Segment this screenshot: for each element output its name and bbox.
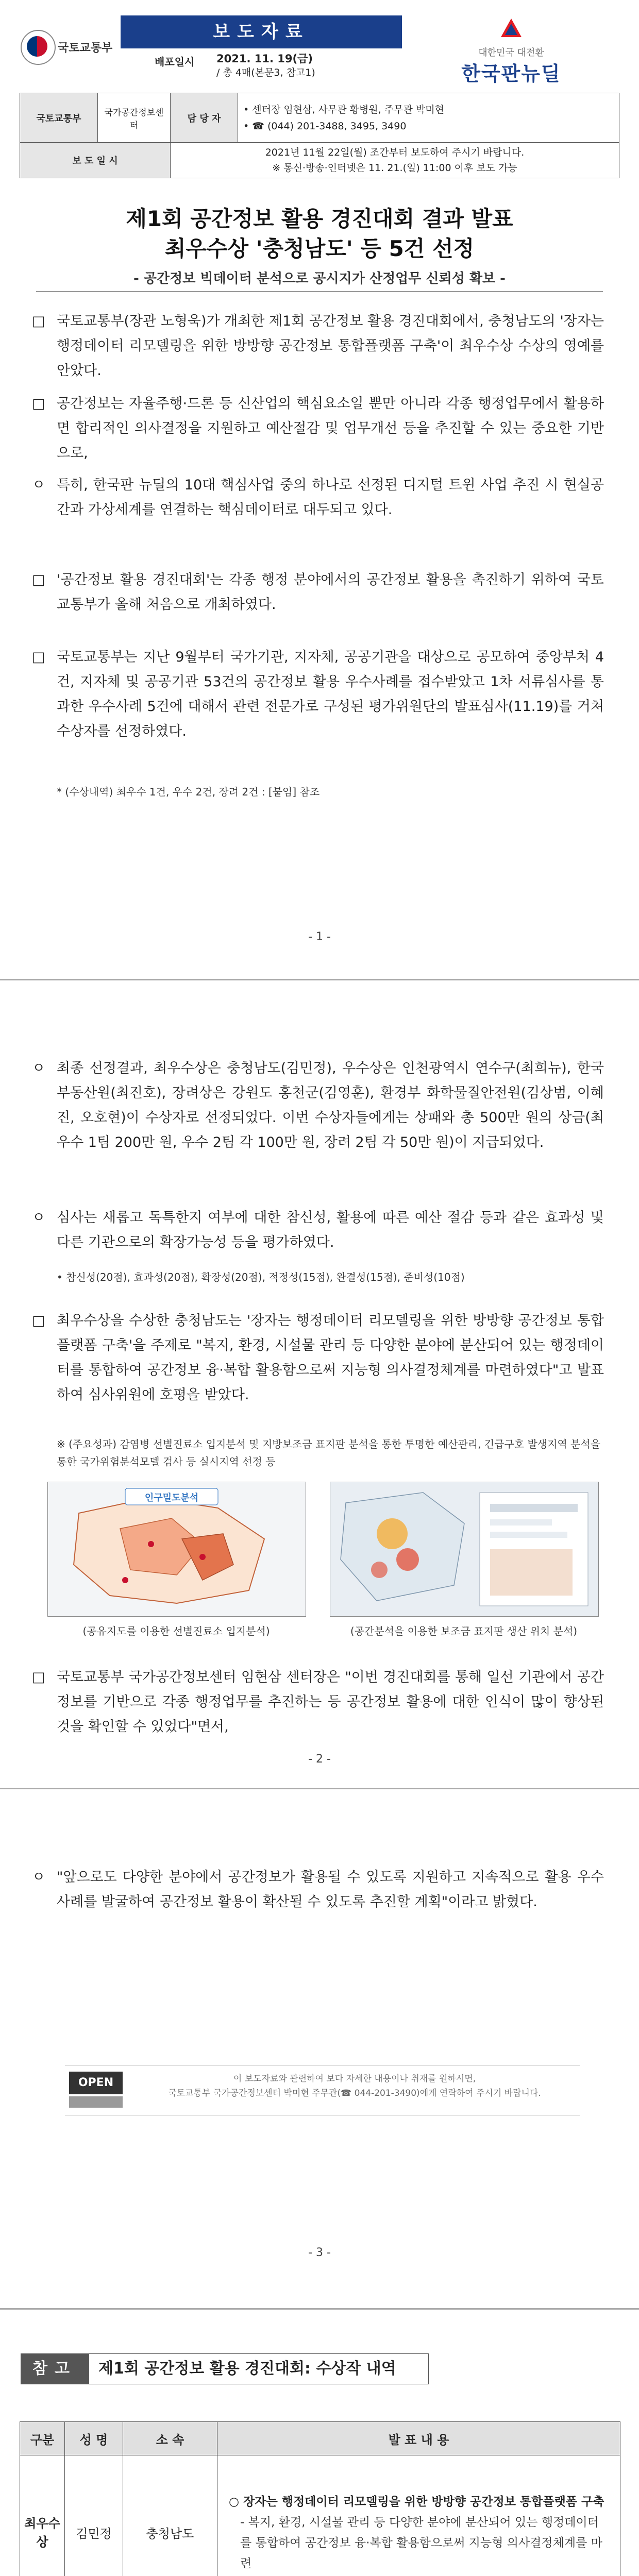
release-date: 2021. 11. 19(금) bbox=[216, 53, 313, 65]
contact-table bbox=[20, 93, 619, 178]
ministry-name: 국토교통부 bbox=[58, 42, 113, 55]
new-deal-logo bbox=[449, 16, 573, 83]
p1-paragraph-2: □ 공간정보는 자율주행·드론 등 신산업의 핵심요소일 뿐만 아니라 각종 행정업무에서 활용하면 합리적인 의사결정을 지원하고 예산절감 및 업무개선 등을 추진할 수 있는 중요한 기반으로, bbox=[32, 396, 604, 461]
table-row bbox=[20, 2455, 620, 2576]
p1-paragraph-4: □ '공간정보 활용 경진대회'는 각종 행정 분야에서의 공간정보 활용을 촉진하기 위하여 국토교통부가 올해 처음으로 개최하였다. bbox=[32, 572, 604, 613]
map-image-label: 인구밀도분석 bbox=[144, 1493, 199, 1503]
p1-paragraph-5: □ 국토교통부는 지난 9월부터 국가기관, 지자체, 공공기관을 대상으로 공모하여 중앙부처 4건, 지자체 및 공공기관 53건의 공간정보 활용 우수사례를 접수받았고 1차 서류심사를 통과한 우수사례 5건에 대해서 관련 전문가로 구성된 평가위원단의 발표심사(11.19)를 거쳐 수상자를 선정하였다. bbox=[32, 649, 604, 739]
contact-footer bbox=[65, 2065, 580, 2115]
license-mark-icon bbox=[69, 2096, 123, 2108]
release-label: 배포일시 bbox=[155, 56, 195, 68]
p2-paragraph-1: ㅇ 최종 선정결과, 최우수상은 충청남도(김민정), 우수상은 인천광역시 연수구(최희뉴), 한국부동산원(최진호), 장려상은 강원도 홍천군(김영훈), 환경부 화학물질안전원(김상범, 이혜진, 오호현)이 수상자로 선정되었다. 이번 수상자들에게는 상패와 총 500만 원의 상금(최우수 1팀 200만 원, 우수 2팀 각 100만 원, 장려 2팀 각 50만 원)이 지급되었다. bbox=[32, 1060, 604, 1150]
open-license-badge: OPEN bbox=[69, 2072, 123, 2094]
page-divider-3 bbox=[0, 2308, 639, 2310]
contact-label: 담 당 자 bbox=[171, 93, 238, 143]
award-detail: ○ 장자는 행정데이터 리모델링을 위한 방방향 공간정보 통합플랫폼 구축 - 복지, 환경, 시설물 관리 등 다양한 분야에 분산되어 있는 행정데이터를 통합하여 공간정보 융·복합 활용함으로써 지능형 의사결정체계를 마련 bbox=[217, 2455, 620, 2576]
new-deal-tagline: 대한민국 대전환 bbox=[478, 47, 544, 58]
headline-subtitle: - 공간정보 빅데이터 분석으로 공시지가 산정업무 신뢰성 확보 - bbox=[36, 268, 603, 292]
government-emblem-icon bbox=[21, 30, 56, 65]
embargo-line-2: ※ 통신·방송·인터넷은 11. 21.(일) 11:00 이후 보도 가능 bbox=[272, 162, 517, 174]
heatmap-icon bbox=[330, 1482, 598, 1616]
reference-tag: 참고 bbox=[21, 2353, 89, 2384]
page-divider-1 bbox=[0, 979, 639, 980]
contact-line-2: • ☎ (044) 201-3488, 3495, 3490 bbox=[243, 120, 407, 132]
p1-award-note: * (수상내역) 최우수 1건, 우수 2건, 장려 2건 : [붙임] 참조 bbox=[57, 786, 320, 798]
embargo-label: 보 도 일 시 bbox=[20, 143, 171, 178]
release-pages: / 총 4매(본문3, 참고1) bbox=[216, 67, 315, 78]
map-caption-1: (공유지도를 이용한 선별진료소 입지분석) bbox=[82, 1625, 270, 1637]
col-org: 소 속 bbox=[123, 2422, 217, 2455]
new-deal-symbol-icon bbox=[499, 16, 524, 41]
dept-cell bbox=[20, 93, 98, 143]
award-org: 충청남도 bbox=[123, 2455, 217, 2576]
contact-line-1: • 센터장 임현삼, 사무관 황병원, 주무관 박미현 bbox=[243, 104, 444, 115]
award-type: 최우수상 bbox=[20, 2455, 65, 2576]
map-image-screening bbox=[47, 1482, 306, 1617]
embargo-cell bbox=[171, 143, 619, 178]
awards-table bbox=[20, 2421, 620, 2576]
embargo-line-1: 2021년 11월 22일(월) 조간부터 보도하여 주시기 바랍니다. bbox=[265, 147, 525, 158]
page-divider-2 bbox=[0, 1788, 639, 1789]
p2-paragraph-4: □ 국토교통부 국가공간정보센터 임현삼 센터장은 "이번 경진대회를 통해 일선 기관에서 공간정보를 기반으로 각종 행정업무를 추진하는 등 공간정보 활용에 대한 인식이 많이 향상된 것을 확인할 수 있었다"면서, bbox=[32, 1669, 604, 1735]
map-image-subsidy bbox=[330, 1482, 599, 1617]
page-number-2: - 2 - bbox=[308, 1753, 331, 1766]
reference-title: 제1회 공간정보 활용 경진대회: 수상작 내역 bbox=[89, 2353, 429, 2384]
dept-name: 국가공간정보센터 bbox=[98, 93, 171, 143]
new-deal-name: 한국판뉴딜 bbox=[461, 62, 561, 85]
footer-line-2: 국토교통부 국가공간정보센터 박미현 주무관(☎ 044-201-3490)에게 연락하여 주시기 바랍니다. bbox=[168, 2088, 541, 2098]
col-name: 성 명 bbox=[65, 2422, 123, 2455]
page-number-1: - 1 - bbox=[308, 930, 331, 943]
col-type: 구분 bbox=[20, 2422, 65, 2455]
p2-result-note: ※ (주요성과) 감염병 선별진료소 입지분석 및 지방보조금 표지판 분석을 통한 투명한 예산관리, 긴급구호 발생지역 분석을 통한 국가위험분석모델 검사 등 실시지역 선정 등 bbox=[57, 1438, 601, 1468]
dept-label: 국토교통부 bbox=[36, 113, 81, 124]
col-content: 발 표 내 용 bbox=[217, 2422, 620, 2455]
headline-title-1: 제1회 공간정보 활용 경진대회 결과 발표 bbox=[126, 206, 513, 231]
p1-paragraph-3: ㅇ 특히, 한국판 뉴딜의 10대 핵심사업 중의 하나로 선정된 디지털 트윈 사업 추진 시 현실공간과 가상세계를 연결하는 핵심데이터로 대두되고 있다. bbox=[32, 477, 604, 518]
footer-text bbox=[133, 2072, 576, 2100]
p3-paragraph-1: ㅇ "앞으로도 다양한 분야에서 공간정보가 활용될 수 있도록 지원하고 지속적으로 활용 우수사례를 발굴하여 공간정보 활용이 확산될 수 있도록 추진할 계획"이라고 밝혔다. bbox=[32, 1869, 604, 1910]
press-release-title: 보도자료 bbox=[121, 15, 402, 48]
p2-criteria-note: • 참신성(20점), 효과성(20점), 확장성(20점), 적정성(15점), 완결성(15점), 준비성(10점) bbox=[57, 1271, 465, 1283]
footer-line-1: 이 보도자료와 관련하여 보다 자세한 내용이나 취재를 원하시면, bbox=[233, 2074, 476, 2084]
p2-paragraph-3: □ 최우수상을 수상한 충청남도는 '장자는 행정데이터 리모델링을 위한 방방향 공간정보 통합플랫폼 구축'을 주제로 "복지, 환경, 시설물 관리 등 다양한 분야에 분산되어 있는 행정데이터를 통합하여 공간정보 융·복합 활용함으로써 지능형 의사결정체계를 마련하였다"고 발표하여 심사위원에 호평을 받았다. bbox=[32, 1313, 604, 1403]
award-name: 김민정 bbox=[65, 2455, 123, 2576]
page-number-3: - 3 - bbox=[308, 2246, 331, 2259]
p2-paragraph-2: ㅇ 심사는 새롭고 독특한지 여부에 대한 참신성, 활용에 따른 예산 절감 등과 같은 효과성 및 다른 기관으로의 확장가능성 등을 평가하였다. bbox=[32, 1210, 604, 1250]
contact-cell bbox=[238, 93, 619, 143]
headline-title-2: 최우수상 '충청남도' 등 5건 선정 bbox=[164, 236, 475, 261]
map-caption-2: (공간분석을 이용한 보조금 표지판 생산 위치 분석) bbox=[350, 1625, 578, 1637]
p1-paragraph-1: □ 국토교통부(장관 노형욱)가 개최한 제1회 공간정보 활용 경진대회에서, 충청남도의 '장자는 행정데이터 리모델링을 위한 방방향 공간정보 통합플랫폼 구축'이 최우수상 수상의 영예를 안았다. bbox=[32, 313, 604, 379]
